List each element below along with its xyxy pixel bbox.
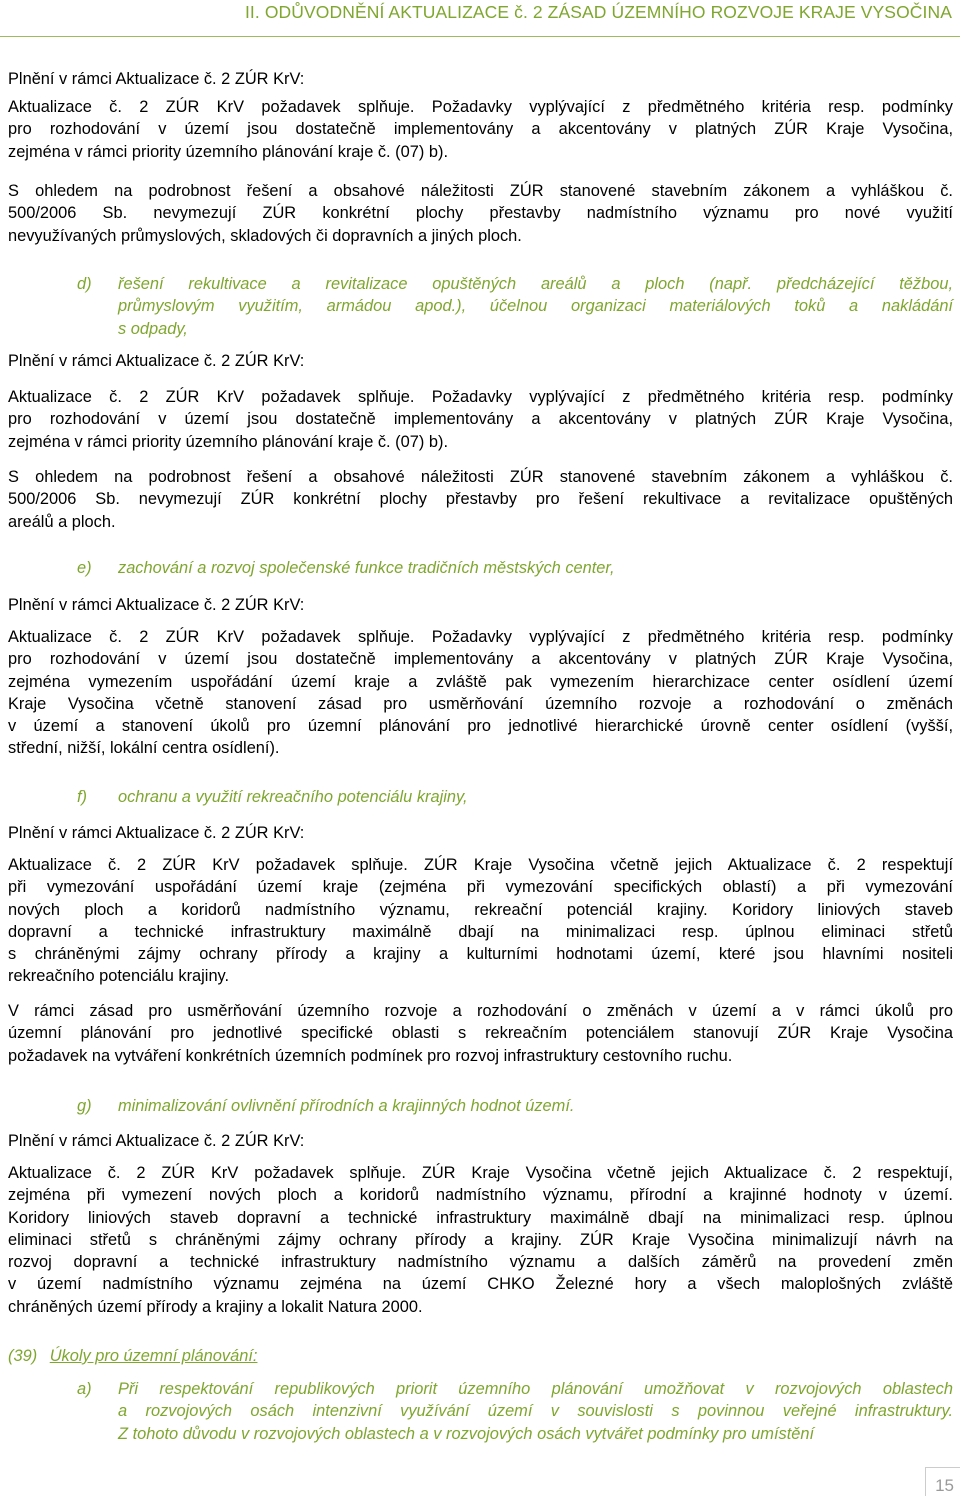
list-marker: e) [77, 559, 92, 577]
text-line: s chráněnými zájmy ochrany přírody a krajiny a kulturními hodnotami území, které jsou hlavními nositeli [8, 945, 953, 964]
text-line: areálů a ploch. [8, 512, 116, 531]
list-marker: a) [77, 1380, 92, 1398]
text-line: řešení rekultivace a revitalizace opuštěných areálů a ploch (např. předcházející těžbou, [118, 275, 953, 293]
text-line: a rozvojových osách intenzivní využívání území v souvislosti s povinnou veřejné infrastruktury. [118, 1402, 953, 1421]
section-number: (39) [8, 1347, 38, 1365]
text-line: Při respektování republikových priorit územního plánování umožňovat v rozvojových oblastech [118, 1380, 953, 1398]
text-line: zejména v rámci priority územního plánování kraje č. (07) b). [8, 432, 448, 451]
text-line: Aktualizace č. 2 ZÚR KrV požadavek splňuje. Požadavky vyplývající z předmětného kritéria resp. podmínky [8, 98, 953, 116]
list-item-a [8, 1378, 953, 1445]
text-line: Aktualizace č. 2 ZÚR KrV požadavek splňuje. Požadavky vyplývající z předmětného kritéria resp. podmínky [8, 388, 953, 406]
fulfillment-label: Plnění v rámci Aktualizace č. 2 ZÚR KrV: [8, 352, 305, 370]
text-line: zejména při vymezení nových ploch a koridorů nadmístního významu, přírodní a krajinné hodnoty v území. [8, 1186, 953, 1205]
text-line: Kraje Vysočina včetně stanovení zásad pro usměrňování územního rozvoje a rozhodování o změnách [8, 694, 953, 713]
text-line: Koridory liniových staveb dopravní a technické infrastruktury maximálně dbají na minimalizaci resp. úplnou [8, 1208, 953, 1227]
text-line: nových ploch a koridorů nadmístního významu, rekreační potenciál krajiny. Koridory liniových staveb [8, 900, 953, 919]
text-line: s odpady, [118, 319, 188, 338]
paragraph [8, 180, 953, 247]
text-line: pro rozhodování v území jsou dostatečně implementovány a akcentovány v platných ZÚR Kraje Vysočina, [8, 120, 953, 139]
text-line: pro rozhodování v území jsou dostatečně implementovány a akcentovány v platných ZÚR Kraje Vysočina, [8, 410, 953, 429]
list-marker: f) [77, 788, 88, 806]
list-item-text [118, 557, 953, 579]
page-number-rule [925, 1467, 960, 1468]
text-line: Z tohoto důvodu v rozvojových oblastech a v rozvojových osách vytvářet podmínky pro umístění [118, 1424, 815, 1443]
fulfillment-label: Plnění v rámci Aktualizace č. 2 ZÚR KrV: [8, 70, 305, 88]
paragraph [8, 1162, 953, 1318]
text-line: pro rozhodování v území jsou dostatečně implementovány a akcentovány v platných ZÚR Kraje Vysočina, [8, 650, 953, 669]
text-line: při vymezování uspořádání území kraje (zejména při vymezování specifických oblastí) a při vymezování [8, 878, 953, 897]
list-marker: g) [77, 1097, 92, 1115]
paragraph [8, 854, 953, 988]
list-item-g [8, 1095, 953, 1117]
text-line: zejména vymezením uspořádání území kraje a zvláště pak vymezením hierarchizace center osídlení území [8, 672, 953, 691]
section-39-heading [8, 1345, 953, 1367]
text-line: požadavek na vytváření konkrétních územních podmínek pro rozvoj infrastruktury cestovního ruchu. [8, 1046, 733, 1065]
paragraph [8, 386, 953, 453]
list-item-text [118, 1095, 953, 1117]
section-title: Úkoly pro územní plánování: [49, 1347, 258, 1365]
text-line: rozvoj dopravní a technické infrastruktury nadmístního významu a dalších záměrů na provedení změn [8, 1253, 953, 1272]
list-item-e [8, 557, 953, 579]
text-line: Aktualizace č. 2 ZÚR KrV požadavek splňuje. Požadavky vyplývající z předmětného kritéria resp. podmínky [8, 628, 953, 646]
page-number: 15 [935, 1476, 954, 1495]
text-line: rekreačního potenciálu krajiny. [8, 967, 230, 986]
text-line: územní plánování pro jednotlivé specifické oblasti s rekreačním potenciálem stanovují ZÚR Kraje Vysočina [8, 1024, 953, 1043]
text-line: nevyužívaných průmyslových, skladových či dopravních a jiných ploch. [8, 226, 522, 245]
paragraph [8, 626, 953, 760]
fulfillment-label: Plnění v rámci Aktualizace č. 2 ZÚR KrV: [8, 1132, 305, 1150]
text-line: zejména v rámci priority územního plánování kraje č. (07) b). [8, 142, 448, 161]
text-line: střední, nižší, lokální centra osídlení). [8, 739, 280, 758]
text-line: ochranu a využití rekreačního potenciálu krajiny, [118, 788, 468, 806]
text-line: eliminaci střetů s chráněnými zájmy ochrany přírody a krajiny. ZÚR Kraje Vysočina minimalizují návrh na [8, 1230, 953, 1249]
text-line: chráněných území přírody a krajiny a lokalit Natura 2000. [8, 1297, 423, 1316]
text-line: minimalizování ovlivnění přírodních a krajinných hodnot území. [118, 1097, 575, 1115]
list-item-f [8, 786, 953, 808]
text-line: průmyslovým využitím, armádou apod.), účelnou organizaci materiálových toků a nakládání [118, 297, 953, 316]
fulfillment-label: Plnění v rámci Aktualizace č. 2 ZÚR KrV: [8, 824, 305, 842]
list-item-text [118, 1378, 953, 1445]
list-item-d [8, 273, 953, 340]
document-header: II. ODŮVODNĚNÍ AKTUALIZACE č. 2 ZÁSAD ÚZEMNÍHO ROZVOJE KRAJE VYSOČINA [244, 2, 952, 22]
paragraph [8, 1000, 953, 1067]
paragraph [8, 466, 953, 533]
text-line: S ohledem na podrobnost řešení a obsahové náležitosti ZÚR stanovené stavebním zákonem a vyhláškou č. [8, 182, 953, 200]
list-marker: d) [77, 275, 92, 293]
text-line: zachování a rozvoj společenské funkce tradičních městských center, [118, 559, 615, 577]
paragraph [8, 96, 953, 163]
text-line: Aktualizace č. 2 ZÚR KrV požadavek splňuje. ZÚR Kraje Vysočina včetně jejich Aktualizace č. 2 respektují [8, 856, 953, 874]
text-line: S ohledem na podrobnost řešení a obsahové náležitosti ZÚR stanovené stavebním zákonem a vyhláškou č. [8, 468, 953, 486]
text-line: v území nadmístního významu zejména na území CHKO Železné hory a všech maloplošných zvláště [8, 1275, 953, 1294]
page-number-divider [925, 1467, 926, 1496]
text-line: 500/2006 Sb. nevymezují ZÚR konkrétní plochy přestavby nadmístního významu pro nové využití [8, 204, 953, 223]
text-line: Aktualizace č. 2 ZÚR KrV požadavek splňuje. ZÚR Kraje Vysočina včetně jejich Aktualizace č. 2 respektují, [8, 1164, 953, 1182]
text-line: V rámci zásad pro usměrňování územního rozvoje a rozhodování o změnách v území a v rámci úkolů pro [8, 1002, 953, 1020]
list-item-text [118, 273, 953, 340]
list-item-text [118, 786, 953, 808]
text-line: dopravní a technické infrastruktury maximálně dbají na minimalizaci resp. úplnou eliminaci střetů [8, 922, 953, 941]
header-divider [0, 36, 960, 37]
text-line: 500/2006 Sb. nevymezují ZÚR konkrétní plochy přestavby pro řešení rekultivace a revitalizace opuštěných [8, 490, 953, 509]
fulfillment-label: Plnění v rámci Aktualizace č. 2 ZÚR KrV: [8, 596, 305, 614]
text-line: v území a stanovení úkolů pro územní plánování pro jednotlivé hierarchické úrovně center osídlení (vyšší, [8, 717, 953, 736]
